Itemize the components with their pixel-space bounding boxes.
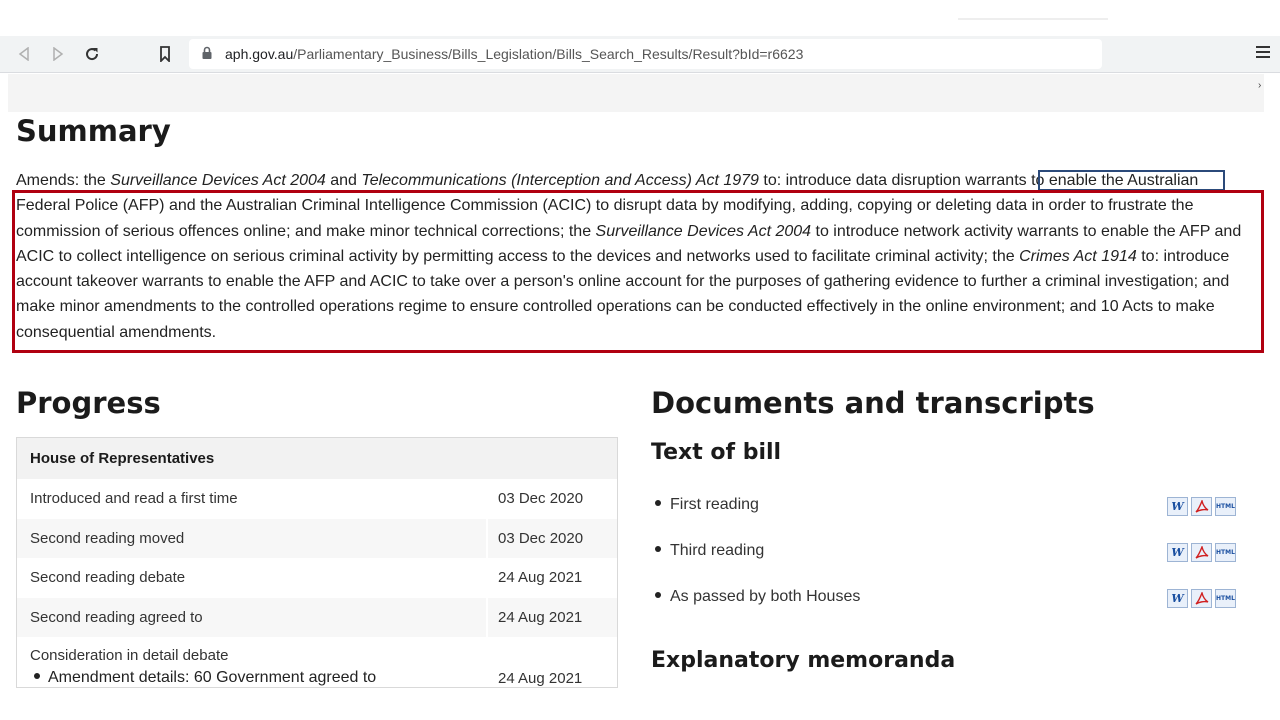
bookmark-icon	[159, 46, 171, 62]
browser-menu-button[interactable]	[1256, 44, 1270, 65]
word-doc-icon[interactable]: W	[1167, 497, 1188, 516]
list-item: As passed by both Houses	[655, 588, 860, 606]
format-links	[1167, 589, 1236, 608]
stage-cell: Second reading agreed to	[30, 608, 203, 626]
table-row	[17, 558, 617, 598]
date-cell: 03 Dec 2020	[498, 529, 584, 547]
html-doc-icon[interactable]: HTML	[1215, 543, 1236, 562]
date-cell: 24 Aug 2021	[498, 670, 583, 687]
progress-heading: Progress	[16, 386, 161, 420]
url-text: aph.gov.au/Parliamentary_Business/Bills_Legislation/Bills_Search_Results/Result?bId=r6623	[225, 46, 804, 62]
summary-text: Amends: the Surveillance Devices Act 2004 and Telecommunications (Interception and Access) Act 1979 to: introduce data disruption warrants to enable the Australian Federal Police (AFP) and the Australian Criminal Intelligence Commission (ACIC) to disrupt data by modifying, adding, copying or deleting data in order to frustrate the commission of serious offences online; and make minor technical corrections; the Surveillance Devices Act 2004 to introduce network activity warrants to enable the AFP and ACIC to collect intelligence on serious criminal activity by permitting access to the devices and networks used to facilitate criminal activity; the Crimes Act 1914 to: introduce account takeover warrants to enable the AFP and ACIC to take over a person's online account for the purposes of gathering evidence to further a criminal investigation; and make minor amendments to the controlled operations regime to ensure controlled operations can be conducted effectively in the online environment; and 10 Acts to make consequential amendments.	[16, 172, 1242, 341]
table-row	[17, 479, 617, 519]
pdf-doc-icon[interactable]	[1191, 497, 1212, 516]
date-cell: 24 Aug 2021	[498, 608, 583, 626]
page-nav-strip	[8, 74, 1264, 112]
address-bar[interactable]	[189, 39, 1102, 69]
date-cell: 24 Aug 2021	[498, 569, 583, 586]
word-doc-icon[interactable]: W	[1167, 543, 1188, 562]
progress-table	[16, 437, 618, 688]
pdf-doc-icon[interactable]	[1191, 543, 1212, 562]
reload-button[interactable]	[80, 42, 104, 66]
bookmark-button[interactable]	[153, 42, 177, 66]
word-doc-icon[interactable]: W	[1167, 589, 1188, 608]
stage-cell: Second reading debate	[30, 569, 186, 586]
explanatory-memoranda-heading: Explanatory memoranda	[651, 648, 956, 673]
forward-button[interactable]	[46, 42, 70, 66]
house-header: House of Representatives	[17, 438, 617, 479]
highlight-box-blue	[1038, 170, 1225, 191]
stage-cell: Consideration in detail debate	[30, 647, 229, 664]
amendment-details: Amendment details: 60 Government agreed to	[30, 669, 376, 687]
list-item: First reading	[655, 496, 759, 514]
chevron-right-icon[interactable]: ›	[1258, 80, 1262, 91]
back-arrow-icon	[18, 47, 30, 61]
html-doc-icon[interactable]: HTML	[1215, 589, 1236, 608]
pdf-doc-icon[interactable]	[1191, 589, 1212, 608]
lock-icon	[201, 46, 213, 60]
html-doc-icon[interactable]: HTML	[1215, 497, 1236, 516]
table-row	[17, 637, 617, 688]
format-links	[1167, 497, 1236, 516]
stage-cell: Introduced and read a first time	[30, 490, 238, 507]
reload-icon	[84, 46, 100, 62]
menu-icon	[1256, 44, 1270, 60]
title-bar	[0, 0, 1280, 36]
list-item: Third reading	[655, 542, 764, 560]
text-of-bill-heading: Text of bill	[651, 440, 782, 465]
table-row	[17, 598, 617, 638]
summary-heading: Summary	[16, 114, 171, 148]
format-links	[1167, 543, 1236, 562]
stage-cell: Second reading moved	[30, 529, 185, 547]
date-cell: 03 Dec 2020	[498, 490, 584, 507]
forward-arrow-icon	[52, 47, 64, 61]
highlight-box-red	[12, 190, 1264, 353]
table-row	[17, 519, 617, 559]
back-button[interactable]	[12, 42, 36, 66]
documents-heading: Documents and transcripts	[651, 386, 1095, 420]
browser-toolbar	[0, 36, 1280, 73]
